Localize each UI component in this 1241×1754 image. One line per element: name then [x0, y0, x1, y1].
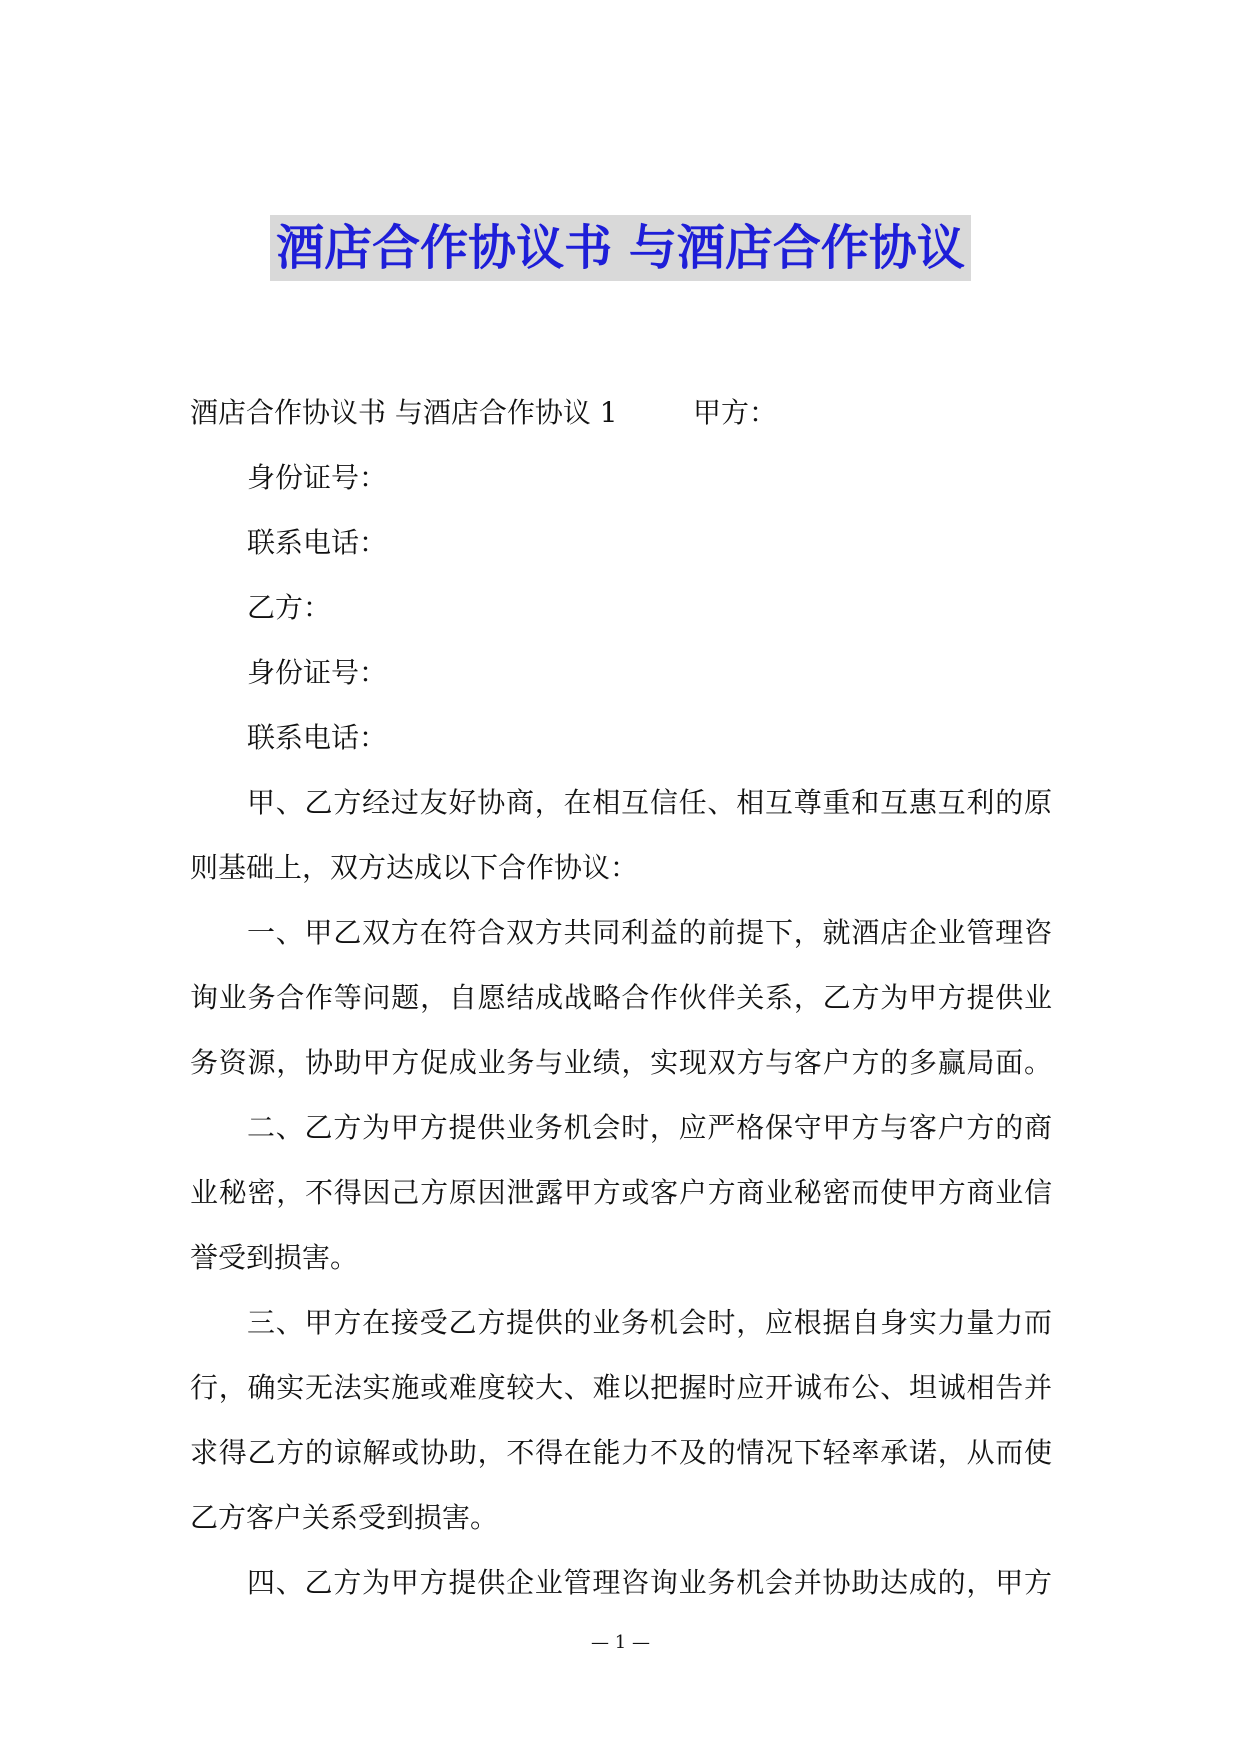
field-party-b: 乙方：: [247, 591, 332, 624]
paragraph-line: 询业务合作等问题，自愿结成战略合作伙伴关系，乙方为甲方提供业: [190, 981, 1052, 1014]
title-block: [0, 215, 1241, 281]
field-party-b-phone: 联系电话：: [247, 721, 388, 754]
paragraph-line: 一、甲乙双方在符合双方共同利益的前提下，就酒店企业管理咨: [247, 916, 1052, 949]
paragraph-line: 行，确实无法实施或难度较大、难以把握时应开诚布公、坦诚相告并: [190, 1371, 1052, 1404]
paragraph-line: 甲、乙方经过友好协商，在相互信任、相互尊重和互惠互利的原: [247, 786, 1052, 819]
paragraph-line: 求得乙方的谅解或协助，不得在能力不及的情况下轻率承诺，从而使: [190, 1436, 1052, 1469]
document-name: 酒店合作协议书 与酒店合作协议 1: [190, 396, 618, 429]
document-title: 酒店合作协议书 与酒店合作协议: [270, 215, 971, 281]
field-party-a-phone: 联系电话：: [247, 526, 388, 559]
field-party-a-id: 身份证号：: [247, 461, 388, 494]
paragraph-line: 二、乙方为甲方提供业务机会时，应严格保守甲方与客户方的商: [247, 1111, 1052, 1144]
page-number: — 1 —: [591, 1632, 650, 1653]
field-party-b-id: 身份证号：: [247, 656, 388, 689]
paragraph-line: 誉受到损害。: [190, 1241, 359, 1274]
paragraph-line: 乙方客户关系受到损害。: [190, 1501, 499, 1534]
paragraph-line: 务资源，协助甲方促成业务与业绩，实现双方与客户方的多赢局面。: [190, 1046, 1052, 1079]
paragraph-line: 业秘密，不得因己方原因泄露甲方或客户方商业秘密而使甲方商业信: [190, 1176, 1052, 1209]
paragraph-line: 三、甲方在接受乙方提供的业务机会时，应根据自身实力量力而: [247, 1306, 1052, 1339]
party-a-label: 甲方：: [693, 396, 778, 429]
paragraph-line: 则基础上，双方达成以下合作协议：: [190, 851, 639, 884]
header-line: [190, 380, 1052, 445]
paragraph-line: 四、乙方为甲方提供企业管理咨询业务机会并协助达成的，甲方: [247, 1566, 1052, 1599]
